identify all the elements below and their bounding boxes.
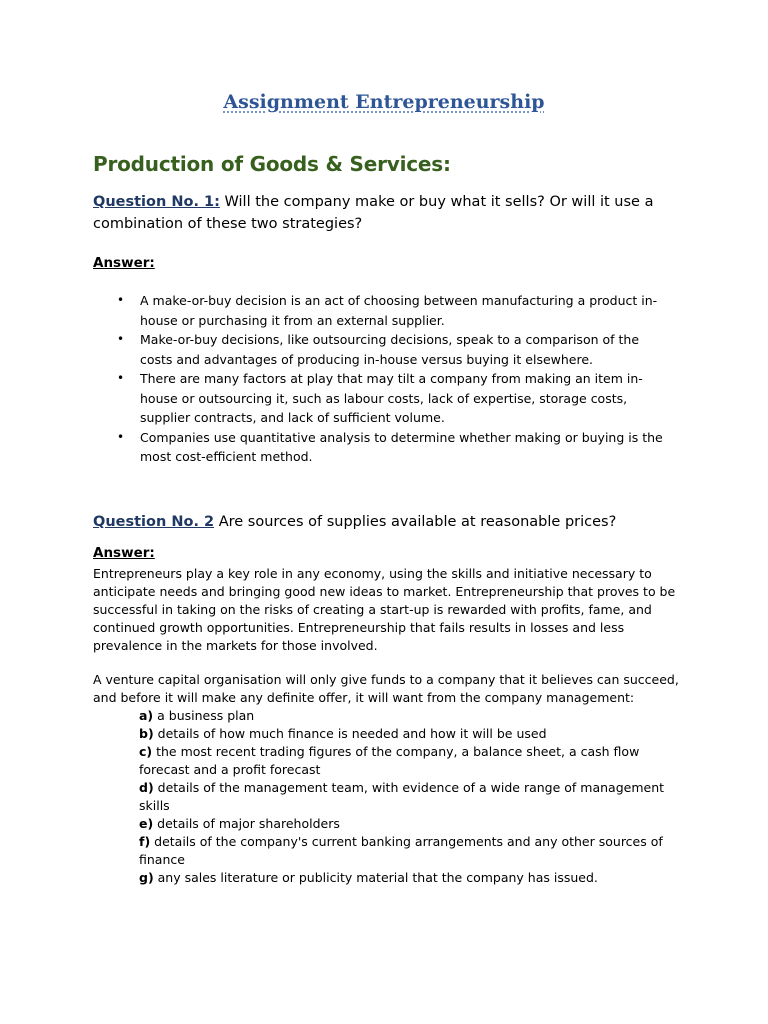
- answer-1-bullet-list: [115, 291, 670, 467]
- bullet-icon: •: [117, 429, 125, 444]
- bullet-text: Make-or-buy decisions, like outsourcing decisions, speak to a comparison of the costs and advantages of producing in-house versus buying it elsewhere.: [140, 332, 640, 367]
- requirement-text: details of the management team, with evidence of a wide range of management skills: [139, 780, 665, 813]
- answer-2-paragraph-2: A venture capital organisation will only give funds to a company that it believes can succeed, and before it will make any definite offer, it will want from the company management:: [93, 672, 679, 705]
- bullet-text: Companies use quantitative analysis to determine whether making or buying is the most cost-efficient method.: [140, 429, 663, 464]
- requirement-letter: f): [139, 834, 151, 849]
- question-2-label: Question No. 2: [93, 514, 215, 530]
- requirement-text: the most recent trading figures of the company, a balance sheet, a cash flow forecast and a profit forecast: [139, 744, 640, 777]
- requirement-text: details of the company's current banking arrangements and any other sources of finance: [139, 834, 663, 867]
- question-1-label: Question No. 1:: [93, 194, 220, 210]
- section-heading: Production of Goods & Services:: [93, 152, 451, 176]
- requirement-letter: c): [139, 744, 153, 759]
- bullet-item: [115, 330, 670, 369]
- requirement-letter: d): [139, 780, 154, 795]
- question-1: [93, 191, 683, 235]
- requirement-item: [139, 779, 669, 815]
- requirement-item: [139, 833, 669, 869]
- bullet-item: [115, 428, 670, 467]
- requirement-item: [139, 725, 669, 743]
- bullet-item: [115, 291, 670, 330]
- bullet-item: [115, 369, 670, 428]
- answer-1-label: Answer:: [93, 255, 155, 271]
- answer-2-paragraph-1: Entrepreneurs play a key role in any economy, using the skills and initiative necessary to anticipate needs and bringing good new ideas to market. Entrepreneurship that proves to be successful in taking on the risks of creating a start-up is rewarded with profits, fame, and continued growth opportunities. Entrepreneurship that fails results in losses and less prevalence in the markets for those involved.: [93, 566, 676, 653]
- requirements-list: [139, 707, 669, 887]
- requirement-text: details of major shareholders: [153, 816, 340, 831]
- requirement-letter: e): [139, 816, 154, 831]
- requirement-letter: b): [139, 726, 154, 741]
- requirement-letter: g): [139, 870, 154, 885]
- bullet-icon: •: [117, 371, 125, 385]
- question-2: [93, 511, 683, 533]
- bullet-text: There are many factors at play that may tilt a company from making an item in-house or outsourcing it, such as labour costs, lack of expertise, storage costs, supplier contracts, and lack of sufficient volume.: [140, 371, 643, 425]
- question-2-text: Are sources of supplies available at reasonable prices?: [214, 514, 617, 530]
- requirement-item: [139, 869, 669, 887]
- requirement-text: details of how much finance is needed and how it will be used: [153, 726, 547, 741]
- document-title-text: Assignment Entrepreneurship: [223, 91, 545, 113]
- requirement-item: [139, 815, 669, 833]
- bullet-text: A make-or-buy decision is an act of choosing between manufacturing a product in-house or purchasing it from an external supplier.: [140, 293, 658, 328]
- answer-2-label: Answer:: [93, 545, 155, 561]
- requirement-text: any sales literature or publicity material that the company has issued.: [153, 870, 598, 885]
- requirement-item: [139, 743, 669, 779]
- question-1-text: Will the company make or buy what it sells? Or will it use a combination of these two strategies?: [93, 194, 654, 232]
- bullet-icon: •: [117, 293, 125, 307]
- requirement-item: [139, 707, 669, 725]
- document-title: [0, 91, 768, 113]
- requirement-letter: a): [139, 708, 154, 723]
- requirement-text: a business plan: [153, 708, 255, 723]
- bullet-icon: •: [117, 332, 125, 346]
